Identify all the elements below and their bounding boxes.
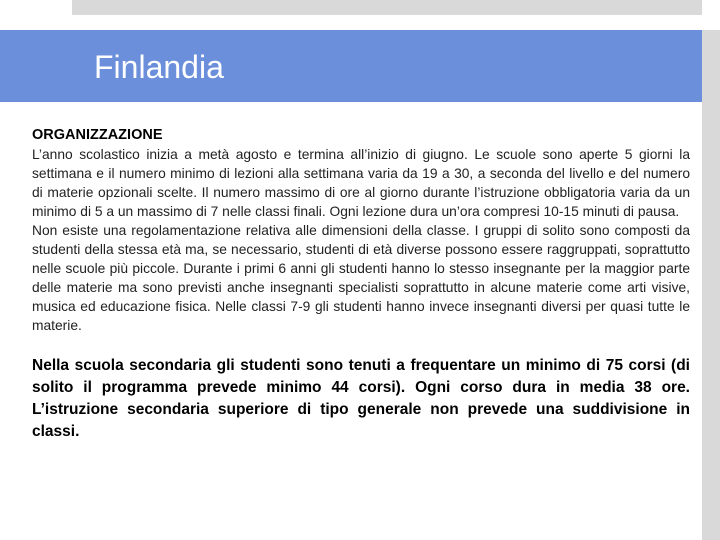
title-banner: [0, 30, 702, 102]
slide-content: [32, 126, 690, 443]
right-decorative-bar: [702, 30, 720, 540]
paragraph-school-year: L’anno scolastico inizia a metà agosto e termina all’inizio di giugno. Le scuole sono aperte 5 giorni la settimana e il numero minimo di lezioni alla settimana varia da 19 a 30, a seconda del livello e del numero di materie opzionali scelte. Il numero massimo di ore al giorno durante l’istruzione obbligatoria varia da un minimo di 5 a un massimo di 7 nelle classi finali. Ogni lezione dura un’ora compresi 10-15 minuti di pausa.: [32, 147, 690, 219]
section-heading: ORGANIZZAZIONE: [32, 127, 163, 143]
paragraph-class-organization: Non esiste una regolamentazione relativa alle dimensioni della classe. I gruppi di solito sono composti da studenti della stessa età ma, se necessario, studenti di età diverse possono essere raggruppati, soprattutto nelle scuole più piccole. Durante i primi 6 anni gli studenti hanno lo stesso insegnante per la maggior parte delle materie ma sono previsti anche insegnanti specialisti soprattutto in alcune materie come arti visive, musica ed educazione fisica. Nelle classi 7-9 gli studenti hanno invece insegnanti diversi per quasi tutte le materie.: [32, 223, 690, 333]
paragraph-secondary-school: Nella scuola secondaria gli studenti sono tenuti a frequentare un minimo di 75 corsi (di solito il programma prevede minimo 44 corsi). Ogni corso dura in media 38 ore. L’istruzione secondaria superiore di tipo generale non prevede una suddivisione in classi.: [32, 357, 690, 440]
slide-title: Finlandia: [94, 49, 224, 85]
top-decorative-bar: [72, 0, 702, 15]
